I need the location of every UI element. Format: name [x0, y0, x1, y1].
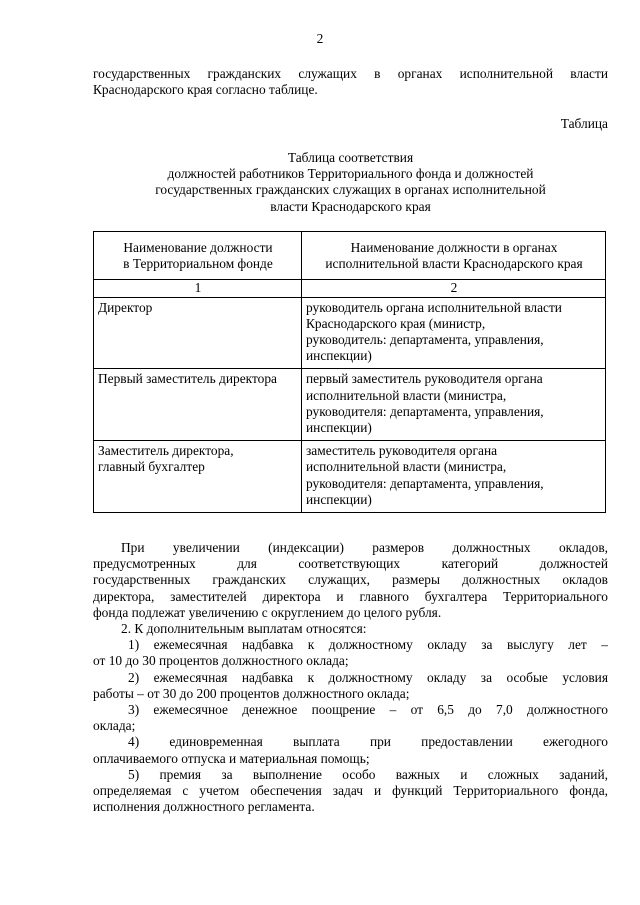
column-number: 1 [94, 280, 302, 297]
fund-position-cell: Первый заместитель директора [94, 369, 302, 441]
list-item: 1) ежемесячная надбавка к должностному окладу за выслугу лет – от 10 до 30 процентов должностного оклада; [93, 637, 608, 669]
intro-paragraph [93, 66, 608, 98]
table-header-row [94, 232, 606, 280]
fund-position-cell: Директор [94, 297, 302, 369]
list-item: 5) премия за выполнение особо важных и сложных заданий, определяемая с учетом обеспечения задач и функций Территориального фонда, исполнения должностного регламента. [93, 766, 608, 815]
list-item: 3) ежемесячное денежное поощрение – от 6,5 до 7,0 должностного оклада; [93, 702, 608, 734]
intro-line: государственных гражданских служащих в органах исполнительной власти [93, 66, 608, 81]
table-title-line: должностей работников Территориального фонда и должностей [167, 166, 534, 182]
gov-position-cell: заместитель руководителя органа исполнительной власти (министра, руководителя: департамента, управления, инспекции) [302, 441, 606, 513]
table-title-line: власти Краснодарского края [270, 198, 431, 214]
correspondence-table [93, 231, 606, 513]
list-item: 2) ежемесячная надбавка к должностному окладу за особые условия работы – от 30 до 200 процентов должностного оклада; [93, 669, 608, 701]
table-title [93, 150, 608, 215]
table-label: Таблица [560, 116, 608, 131]
table-row [94, 441, 606, 513]
header-gov-position: Наименование должности в органах исполнительной власти Краснодарского края [302, 232, 606, 280]
body-text [93, 540, 608, 815]
paragraph-additional-payments: 2. К дополнительным выплатам относятся: [121, 621, 367, 637]
fund-position-cell: Заместитель директора, главный бухгалтер [94, 441, 302, 513]
paragraph-indexation: При увеличении (индексации) размеров должностных окладов, предусмотренных для соответствующих категорий должностей государственных гражданских служащих, размеры должностных окладов директора, заместителей директора и главного бухгалтера Территориального фонда подлежат увеличению с округлением до целого рубля. [93, 540, 608, 620]
gov-position-cell: руководитель органа исполнительной власти Краснодарского края (министр, руководитель: департамента, управления, инспекции) [302, 297, 606, 369]
table-row [94, 297, 606, 369]
page-number: 2 [316, 31, 324, 46]
gov-position-cell: первый заместитель руководителя органа исполнительной власти (министра, руководителя: департамента, управления, инспекции) [302, 369, 606, 441]
list-item: 4) единовременная выплата при предоставлении ежегодного оплачиваемого отпуска и материальная помощь; [93, 734, 608, 766]
table-column-numbers-row [94, 280, 606, 297]
table-row [94, 369, 606, 441]
intro-line: Краснодарского края согласно таблице. [93, 82, 318, 98]
column-number: 2 [302, 280, 606, 297]
header-fund-position: Наименование должности в Территориальном фонде [94, 232, 302, 280]
table-title-line: государственных гражданских служащих в органах исполнительной [155, 182, 546, 198]
table-title-line: Таблица соответствия [287, 150, 414, 165]
